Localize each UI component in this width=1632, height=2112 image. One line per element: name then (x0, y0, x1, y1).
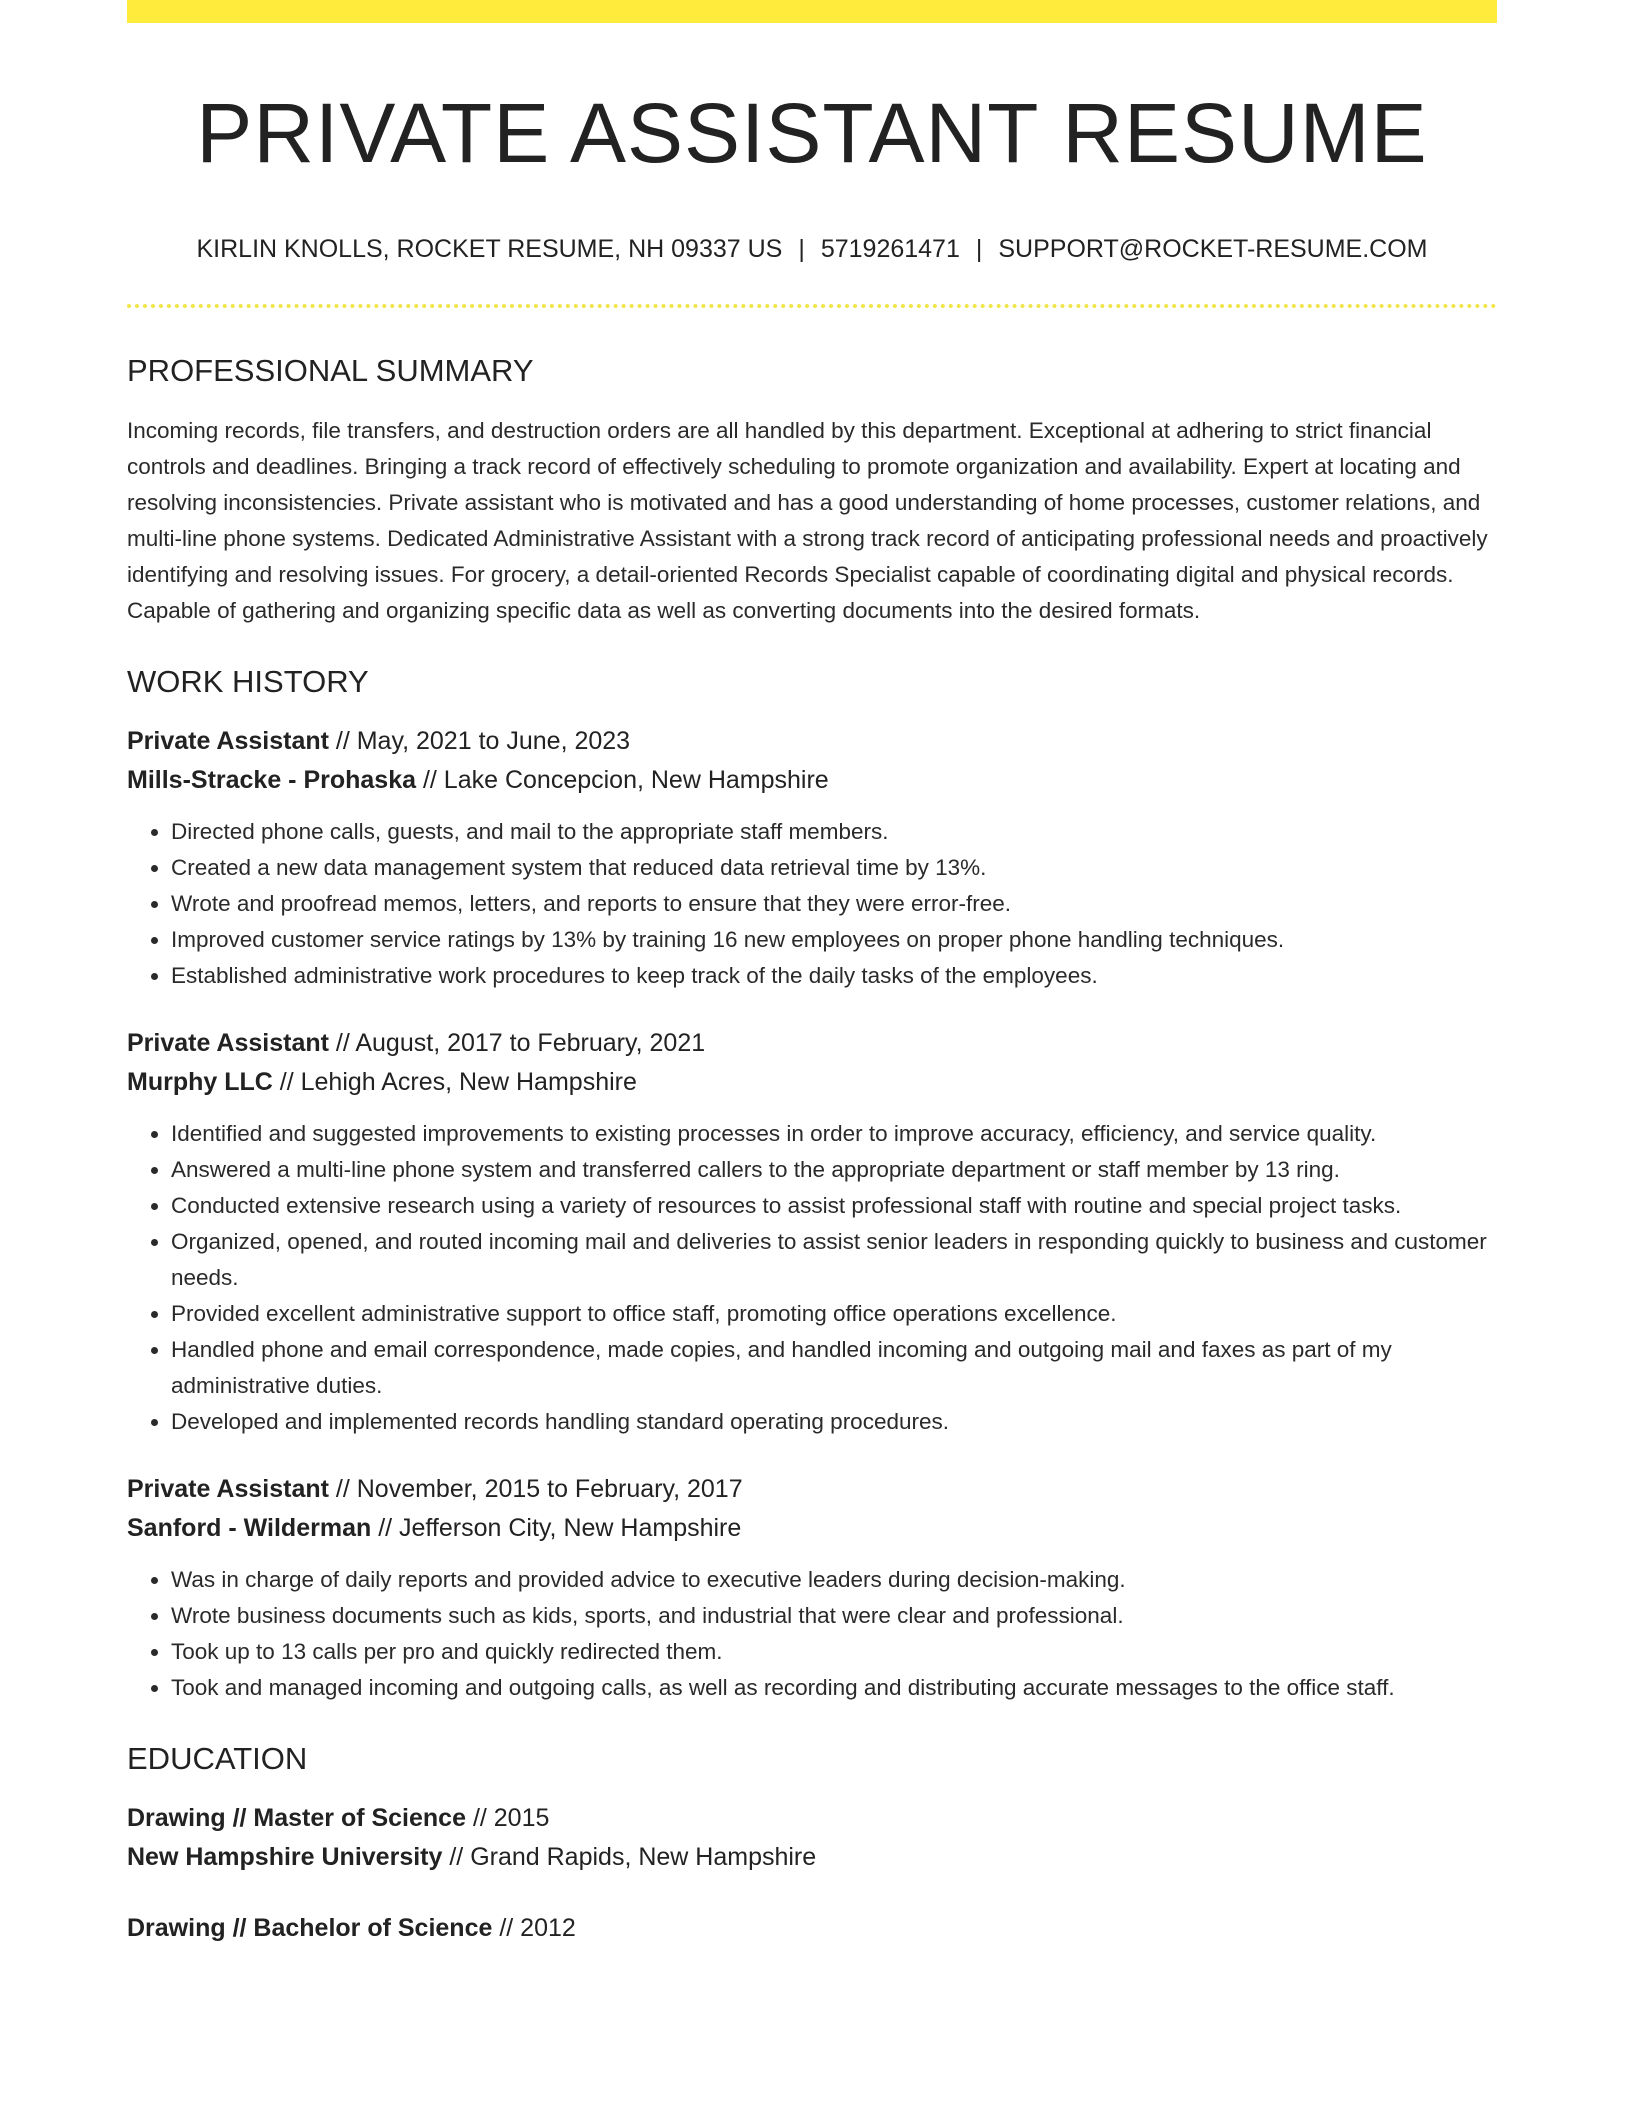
job-company-line (127, 1509, 1497, 1548)
job-title-line (127, 722, 1497, 761)
summary-text: Incoming records, file transfers, and destruction orders are all handled by this department. Exceptional at adhering to strict financial controls and deadlines. Bringing a track record of effectively scheduling to promote organization and availability. Expert at locating and resolving inconsistencies. Private assistant who is motivated and has a good understanding of home processes, customer relations, and multi-line phone systems. Dedicated Administrative Assistant with a strong track record of anticipating professional needs and proactively identifying and resolving issues. For grocery, a detail-oriented Records Specialist capable of coordinating digital and physical records. Capable of gathering and organizing specific data as well as converting documents into the desired formats. (127, 417, 1488, 623)
job-bullets (127, 814, 1497, 994)
job-dates: // May, 2021 to June, 2023 (328, 727, 631, 756)
job-location: // Jefferson City, New Hampshire (371, 1514, 742, 1543)
education-entry (127, 1799, 1497, 1877)
list-item: • Organized, opened, and routed incoming mail and deliveries to assist senior leaders in responding quickly to business and customer needs. (171, 1224, 1497, 1296)
list-item: • Developed and implemented records handling standard operating procedures. (171, 1404, 1497, 1440)
section-title-summary: PROFESSIONAL SUMMARY (127, 352, 534, 388)
resume-page (127, 0, 1497, 1948)
education-degree-line (127, 1799, 1497, 1838)
job-entry (127, 1024, 1497, 1440)
job-title: Private Assistant (127, 727, 329, 756)
list-item: • Established administrative work procedures to keep track of the daily tasks of the employees. (171, 958, 1497, 994)
list-item: • Improved customer service ratings by 13% by training 16 new employees on proper phone handling techniques. (171, 922, 1497, 958)
job-company-line (127, 1063, 1497, 1102)
contact-email: SUPPORT@ROCKET-RESUME.COM (998, 234, 1428, 263)
list-item: • Took and managed incoming and outgoing calls, as well as recording and distributing accurate messages to the office staff. (171, 1670, 1497, 1706)
list-item: • Was in charge of daily reports and provided advice to executive leaders during decision-making. (171, 1562, 1497, 1598)
list-item: • Handled phone and email correspondence, made copies, and handled incoming and outgoing mail and faxes as part of my administrative duties. (171, 1332, 1497, 1404)
section-title-work-history: WORK HISTORY (127, 663, 369, 699)
job-entry (127, 1470, 1497, 1706)
list-item: • Took up to 13 calls per pro and quickly redirected them. (171, 1634, 1497, 1670)
list-item: • Directed phone calls, guests, and mail to the appropriate staff members. (171, 814, 1497, 850)
contact-address: KIRLIN KNOLLS, ROCKET RESUME, NH 09337 US (196, 234, 783, 263)
list-item: • Created a new data management system that reduced data retrieval time by 13%. (171, 850, 1497, 886)
page-title: PRIVATE ASSISTANT RESUME (196, 86, 1428, 180)
list-item: • Provided excellent administrative support to office staff, promoting office operations excellence. (171, 1296, 1497, 1332)
job-title-line (127, 1024, 1497, 1063)
job-dates: // August, 2017 to February, 2021 (328, 1029, 706, 1058)
job-company: Murphy LLC (127, 1068, 273, 1097)
job-title: Private Assistant (127, 1029, 329, 1058)
list-item: • Conducted extensive research using a variety of resources to assist professional staff with routine and special project tasks. (171, 1188, 1497, 1224)
job-location: // Lehigh Acres, New Hampshire (272, 1068, 637, 1097)
education-degree: Drawing // Bachelor of Science (127, 1914, 493, 1943)
job-company: Sanford - Wilderman (127, 1514, 372, 1543)
job-title-line (127, 1470, 1497, 1509)
job-dates: // November, 2015 to February, 2017 (328, 1475, 743, 1504)
education-entry (127, 1909, 1497, 1948)
job-company-line (127, 761, 1497, 800)
list-item: • Wrote and proofread memos, letters, and reports to ensure that they were error-free. (171, 886, 1497, 922)
list-item: • Identified and suggested improvements to existing processes in order to improve accuracy, efficiency, and service quality. (171, 1116, 1497, 1152)
education-school-line (127, 1838, 1497, 1877)
dotted-divider (127, 304, 1497, 308)
list-item: • Answered a multi-line phone system and transferred callers to the appropriate department or staff member by 13 ring. (171, 1152, 1497, 1188)
job-bullets (127, 1562, 1497, 1706)
contact-phone: 5719261471 (820, 234, 960, 263)
education-year: // 2015 (466, 1804, 550, 1833)
education-school: New Hampshire University (127, 1843, 443, 1872)
job-title: Private Assistant (127, 1475, 329, 1504)
job-bullets (127, 1116, 1497, 1440)
contact-line (127, 234, 1497, 264)
job-company: Mills-Stracke - Prohaska (127, 766, 417, 795)
section-title-education: EDUCATION (127, 1741, 308, 1777)
contact-separator: | (798, 234, 805, 263)
accent-top-bar (127, 0, 1497, 23)
education-year: // 2012 (492, 1914, 576, 1943)
education-location: // Grand Rapids, New Hampshire (442, 1843, 817, 1872)
list-item: • Wrote business documents such as kids, sports, and industrial that were clear and professional. (171, 1598, 1497, 1634)
job-location: // Lake Concepcion, New Hampshire (416, 766, 829, 795)
education-degree: Drawing // Master of Science (127, 1804, 466, 1833)
job-entry (127, 722, 1497, 994)
contact-separator: | (975, 234, 983, 263)
education-degree-line (127, 1909, 1497, 1948)
